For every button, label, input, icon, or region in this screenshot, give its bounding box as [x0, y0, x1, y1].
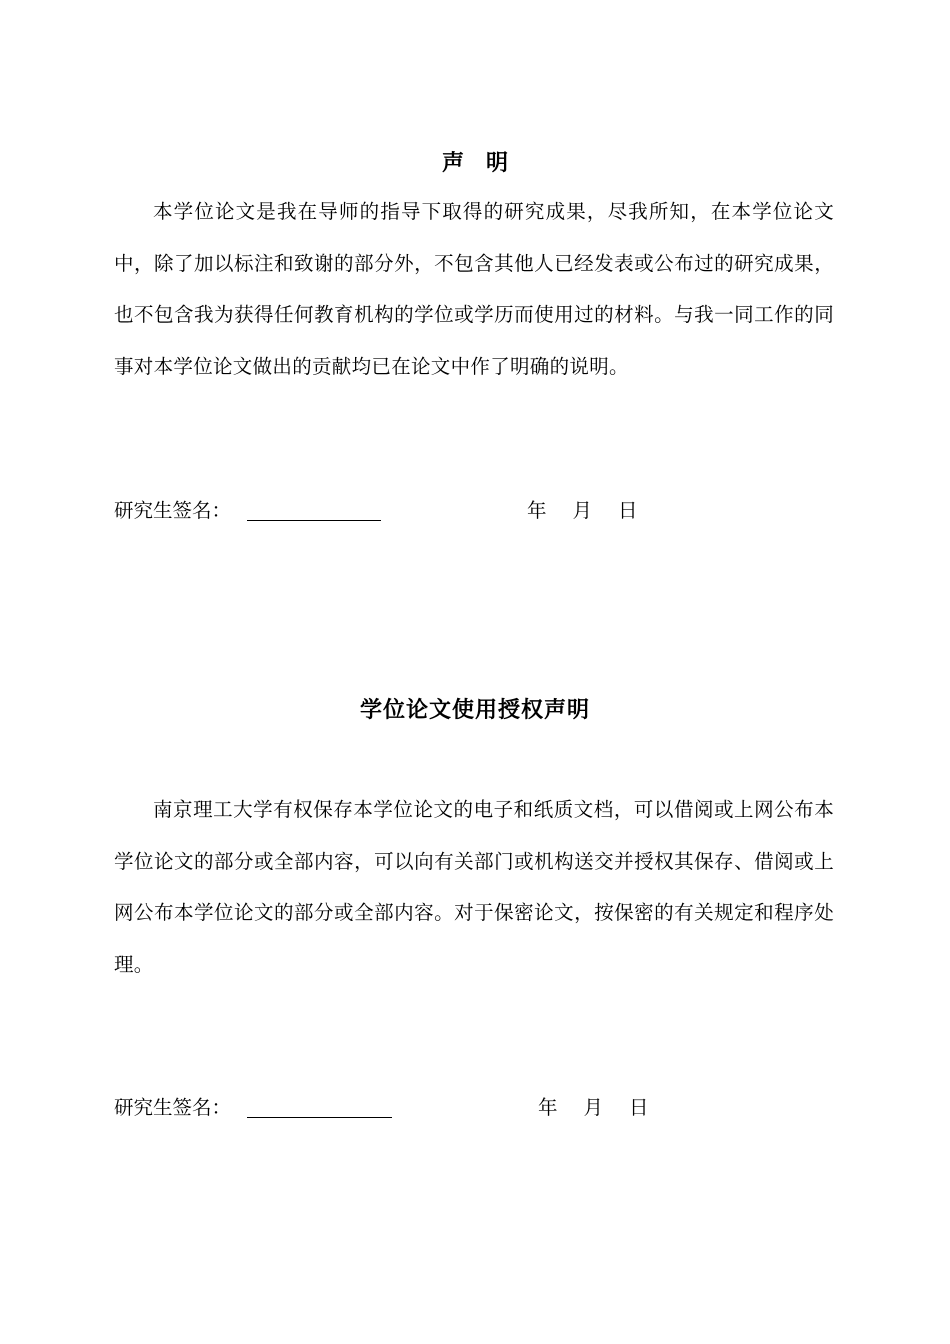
- declaration-title: 声明: [441, 150, 530, 176]
- authorization-body: 南京理工大学有权保存本学位论文的电子和纸质文档，可以借阅或上网公布本学位论文的部分或全部内容，可以向有关部门或机构送交并授权其保存、借阅或上网公布本学位论文的部分或全部内容。对于保密论文，按保密的有关规定和程序处理。: [114, 798, 834, 976]
- signature-label: 研究生签名：: [114, 499, 232, 522]
- date-year: 年: [538, 1096, 558, 1119]
- declaration-body: 本学位论文是我在导师的指导下取得的研究成果，尽我所知，在本学位论文中，除了加以标注和致谢的部分外，不包含其他人已经发表或公布过的研究成果，也不包含我为获得任何教育机构的学位或学历而使用过的材料。与我一同工作的同事对本学位论文做出的贡献均已在论文中作了明确的说明。: [114, 200, 834, 378]
- date-month: 月: [583, 1096, 604, 1119]
- signature-line: [247, 520, 381, 521]
- date-day: 日: [618, 499, 638, 522]
- declaration-signature-row: [114, 495, 834, 527]
- signature-line: [247, 1117, 392, 1118]
- date-year: 年: [527, 499, 547, 522]
- date-field: [527, 495, 638, 527]
- authorization-title: 学位论文使用授权声明: [359, 697, 590, 723]
- signature-label: 研究生签名：: [114, 1096, 232, 1119]
- date-field: [538, 1092, 649, 1124]
- authorization-signature-row: [114, 1092, 834, 1124]
- date-day: 日: [629, 1096, 649, 1119]
- date-month: 月: [572, 499, 593, 522]
